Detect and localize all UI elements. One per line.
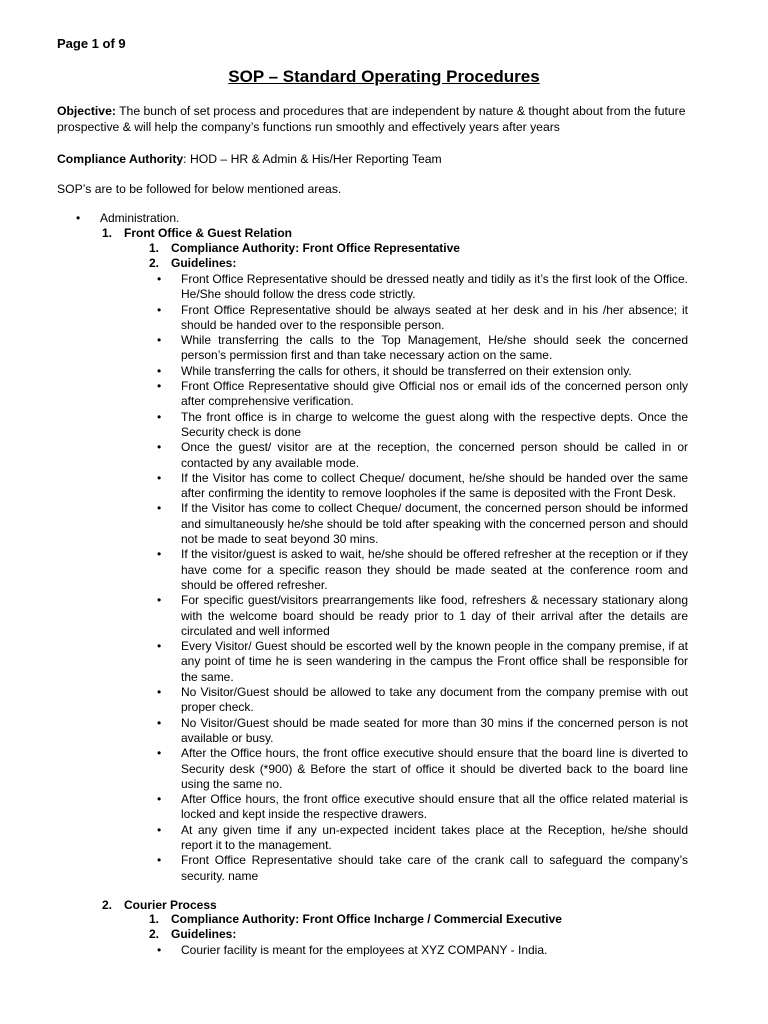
guideline-text: At any given time if any un-expected incident takes place at the Reception, he/she should report it to the management. — [181, 822, 688, 852]
guideline-text: Front Office Representative should be always seated at her desk and in his /her absence; it should be handed over to the responsible person. — [181, 302, 688, 332]
guideline-item — [157, 470, 688, 502]
administration-label: Administration. — [100, 211, 180, 225]
guideline-text: No Visitor/Guest should be allowed to take any document from the company premise with out proper check. — [181, 685, 688, 715]
page-number: Page 1 of 9 — [57, 36, 126, 51]
guideline-item — [157, 792, 688, 823]
section-title: Front Office & Guest Relation — [124, 226, 293, 240]
guideline-item — [157, 822, 688, 854]
guideline-item — [157, 333, 688, 364]
compliance-paragraph — [57, 151, 689, 167]
administration-item — [76, 210, 180, 226]
guideline-text: If the visitor/guest is asked to wait, he/she should be offered refresher at the reception or if they have come for a specific reason they should be made seated at the conference room and should be offered refresher. — [181, 547, 688, 592]
guideline-text: After Office hours, the front office executive should ensure that all the office related material is locked and kept inside the respective drawers. — [181, 792, 688, 822]
front-office-guidelines-list — [157, 272, 688, 884]
bullet-icon: • — [157, 501, 162, 516]
guideline-text: The front office is in charge to welcome the guest along with the respective depts. Once the Security check is done — [181, 409, 688, 439]
bullet-icon: • — [157, 792, 162, 807]
bullet-icon: • — [157, 272, 162, 286]
bullet-icon: • — [157, 379, 162, 394]
bullet-icon: • — [157, 440, 162, 455]
section-heading-front-office — [102, 225, 293, 241]
guideline-item — [157, 685, 688, 716]
guideline-text: No Visitor/Guest should be made seated for more than 30 mins if the concerned person is not available or busy. — [181, 715, 688, 745]
guidelines-label: Guidelines: — [171, 256, 237, 270]
bullet-icon: • — [76, 211, 81, 225]
bullet-icon: • — [157, 639, 162, 654]
courier-authority — [149, 912, 562, 927]
bullet-icon: • — [157, 302, 162, 317]
compliance-text: : HOD – HR & Admin & His/Her Reporting Team — [183, 152, 442, 166]
bullet-icon: • — [157, 593, 162, 608]
guideline-item — [157, 302, 688, 334]
bullet-icon: • — [157, 363, 162, 378]
courier-guidelines-heading — [149, 927, 237, 942]
guideline-text: After the Office hours, the front office executive should ensure that the board line is diverted to Security desk (*900) & Before the start of office it should be diverted back to the board line using the same no. — [181, 746, 688, 791]
bullet-icon: • — [157, 333, 162, 348]
bullet-icon: • — [157, 470, 162, 485]
guideline-item — [157, 943, 688, 958]
guideline-text: If the Visitor has come to collect Cheque/ document, the concerned person should be informed and simultaneously he/she should be told after speaking with the concerned person and should not be made to seat beyond 30 mins. — [181, 501, 688, 547]
bullet-icon: • — [157, 853, 162, 868]
guideline-item — [157, 853, 688, 884]
guideline-item — [157, 440, 688, 471]
bullet-icon: • — [157, 943, 162, 957]
guideline-item — [157, 593, 688, 639]
guideline-item — [157, 379, 688, 410]
guideline-text: While transferring the calls for others, it should be transferred on their extension only. — [181, 363, 632, 378]
front-office-guidelines-heading — [149, 256, 237, 271]
objective-label: Objective: — [57, 104, 116, 118]
front-office-authority — [149, 241, 460, 256]
subsection-number: 1. — [149, 241, 160, 255]
section-title: Courier Process — [124, 898, 217, 912]
guideline-item — [157, 639, 688, 685]
subsection-number: 1. — [149, 912, 160, 926]
guideline-item — [157, 715, 688, 747]
document-title: SOP – Standard Operating Procedures — [228, 67, 540, 86]
guideline-item — [157, 547, 688, 593]
intro-paragraph: SOP’s are to be followed for below mentioned areas. — [57, 182, 342, 196]
bullet-icon: • — [157, 685, 162, 700]
guideline-text: While transferring the calls to the Top Management, He/she should seek the concerned person’s permission first and than take necessary action on the same. — [181, 333, 688, 363]
authority-text: Compliance Authority: Front Office Representative — [171, 241, 460, 255]
bullet-icon: • — [157, 715, 162, 730]
guideline-item — [157, 363, 688, 379]
section-heading-courier — [102, 897, 217, 913]
subsection-number: 2. — [149, 927, 160, 941]
courier-guidelines-list — [157, 943, 688, 958]
authority-text: Compliance Authority: Front Office Incharge / Commercial Executive — [171, 912, 562, 926]
guideline-text: Courier facility is meant for the employees at XYZ COMPANY - India. — [181, 943, 548, 957]
bullet-icon: • — [157, 547, 162, 562]
compliance-label: Compliance Authority — [57, 152, 184, 166]
guideline-item — [157, 409, 688, 441]
guideline-item — [157, 501, 688, 547]
bullet-icon: • — [157, 409, 162, 424]
guideline-text: Front Office Representative should be dressed neatly and tidily as it’s the first look of the Office. He/She should follow the dress code strictly. — [181, 272, 688, 302]
section-number: 1. — [102, 226, 113, 240]
guideline-text: Once the guest/ visitor are at the reception, the concerned person should be called in or contacted by any available mode. — [181, 440, 688, 470]
section-number: 2. — [102, 898, 113, 912]
guidelines-label: Guidelines: — [171, 927, 237, 941]
guideline-text: Front Office Representative should give Official nos or email ids of the concerned person only after comprehensive verification. — [181, 379, 688, 409]
guideline-text: Every Visitor/ Guest should be escorted well by the known people in the company premise, if at any point of time he is seen wandering in the campus the Front office shall be responsible for the same. — [181, 639, 688, 684]
subsection-number: 2. — [149, 256, 160, 270]
bullet-icon: • — [157, 822, 162, 837]
objective-text: The bunch of set process and procedures that are independent by nature & thought about from the future prospective & will help the company’s functions run smoothly and effectively years after years — [57, 104, 686, 134]
guideline-text: Front Office Representative should take care of the crank call to safeguard the company’s security. name — [181, 853, 688, 883]
bullet-icon: • — [157, 746, 162, 761]
objective-paragraph — [57, 103, 689, 135]
guideline-text: For specific guest/visitors prearrangements like food, refreshers & necessary stationary along with the welcome board should be ready prior to 1 day of their arrival after the details are circulated and well informed — [181, 593, 688, 638]
guideline-item — [157, 746, 688, 792]
guideline-text: If the Visitor has come to collect Cheque/ document, he/she should be handed over the same after confirming the identity to remove loopholes if the same is deposited with the Front Desk. — [181, 470, 688, 501]
guideline-item — [157, 272, 688, 303]
